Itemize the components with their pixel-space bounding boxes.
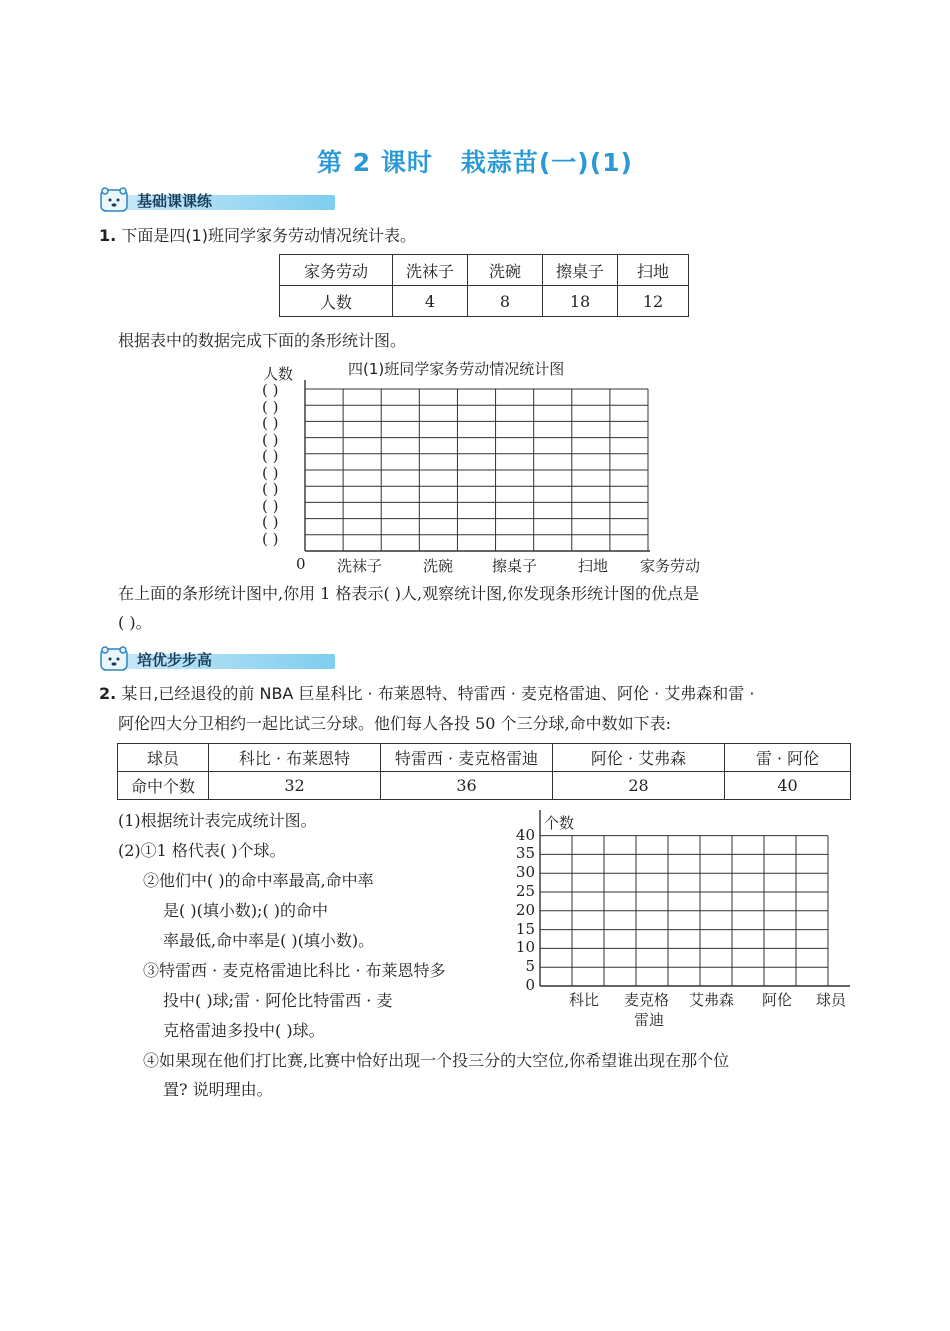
q1-instruction: 根据表中的数据完成下面的条形统计图。 <box>118 331 407 350</box>
q1-blank-tick[interactable]: ( ) <box>262 430 279 449</box>
q2-chart-ylabel: 个数 <box>544 814 575 832</box>
q1-number: 1. <box>99 226 117 245</box>
q2-prompt-text: 某日,已经退役的前 NBA 巨星科比 · 布莱恩特、特雷西 · 麦克格雷迪、阿伦 · 艾弗森和雷 · <box>121 684 755 703</box>
q2-sub2-1: (2)①1 格代表( )个球。 <box>118 841 286 860</box>
table-cell: 扫地 <box>618 255 689 286</box>
table-row <box>280 255 689 286</box>
q2-chart-category: 艾弗森 <box>689 991 735 1009</box>
q1-blank-tick[interactable]: ( ) <box>262 513 279 531</box>
table-cell: 洗袜子 <box>393 255 468 286</box>
table-cell: 36 <box>381 772 553 800</box>
q1-blank-tick[interactable]: ( ) <box>262 463 279 482</box>
section-label: 基础课课练 <box>137 192 213 210</box>
q2-sub2-3c: 克格雷迪多投中( )球。 <box>163 1021 325 1040</box>
q1-chart-grid <box>300 380 652 556</box>
table-row <box>280 286 689 317</box>
q2-ytick-label: 40 <box>515 825 535 844</box>
q2-sub2-4a: ④如果现在他们打比赛,比赛中恰好出现一个投三分的大空位,你希望谁出现在那个位 <box>143 1051 730 1070</box>
q1-table <box>279 254 689 317</box>
q2-ytick-label: 25 <box>515 882 535 900</box>
q2-chart-category: 科比 <box>569 991 600 1009</box>
table-cell: 家务劳动 <box>280 255 393 286</box>
q1-blank-tick[interactable]: ( ) <box>262 447 279 465</box>
q2-ytick-label: 5 <box>525 957 535 976</box>
table-cell: 人数 <box>280 286 393 317</box>
q1-chart-category: 扫地 <box>578 557 609 575</box>
q2-ytick-label: 35 <box>515 844 535 863</box>
q1-chart-title: 四(1)班同学家务劳动情况统计图 <box>348 360 565 378</box>
q2-ytick-label: 15 <box>515 919 535 938</box>
table-cell: 12 <box>618 286 689 317</box>
q2-chart-category: 阿伦 <box>762 991 793 1009</box>
table-cell: 洗碗 <box>468 255 543 286</box>
q2-ytick-label: 30 <box>515 863 535 882</box>
q1-chart-category: 洗袜子 <box>337 557 383 575</box>
q2-prompt-line2: 阿伦四大分卫相约一起比试三分球。他们每人各投 50 个三分球,命中数如下表: <box>118 714 672 733</box>
table-cell: 科比 · 布莱恩特 <box>209 744 381 772</box>
q1-chart-xlabel: 家务劳动 <box>640 557 701 575</box>
table-cell: 命中个数 <box>118 772 209 800</box>
section-badge-advanced <box>99 646 339 672</box>
q2-sub2-3b: 投中( )球;雷 · 阿伦比特雷西 · 麦 <box>163 991 393 1010</box>
q2-sub1: (1)根据统计表完成统计图。 <box>118 811 317 830</box>
q1-followup-line2: ( )。 <box>118 613 152 632</box>
q2-table <box>117 743 851 800</box>
q2-number: 2. <box>99 684 117 703</box>
table-cell: 8 <box>468 286 543 317</box>
q2-sub2-3a: ③特雷西 · 麦克格雷迪比科比 · 布莱恩特多 <box>143 961 446 980</box>
table-cell: 球员 <box>118 744 209 772</box>
q1-followup-line1: 在上面的条形统计图中,你用 1 格表示( )人,观察统计图,你发现条形统计图的优点是 <box>118 584 700 603</box>
q1-chart-ylabel: 人数 <box>263 365 294 383</box>
table-cell: 4 <box>393 286 468 317</box>
q1-prompt-text: 下面是四(1)班同学家务劳动情况统计表。 <box>121 226 416 245</box>
q2-ytick-label: 0 <box>525 976 535 994</box>
page-title <box>0 143 950 179</box>
title-topic: 栽蒜苗(一)(1) <box>460 148 633 177</box>
table-row <box>118 772 851 800</box>
q2-sub2-2a: ②他们中( )的命中率最高,命中率 <box>143 871 374 890</box>
table-cell: 32 <box>209 772 381 800</box>
table-cell: 特雷西 · 麦克格雷迪 <box>381 744 553 772</box>
q2-sub2-4b: 置? 说明理由。 <box>163 1080 273 1099</box>
q2-prompt-line1 <box>99 679 754 709</box>
q1-blank-tick[interactable]: ( ) <box>262 381 279 399</box>
bear-icon <box>99 187 129 213</box>
q2-chart-category: 麦克格 <box>624 991 670 1009</box>
q1-chart-origin: 0 <box>296 555 306 573</box>
q1-blank-tick[interactable]: ( ) <box>262 480 279 498</box>
q1-blank-tick[interactable]: ( ) <box>262 414 279 432</box>
q2-chart-xlabel: 球员 <box>816 991 847 1009</box>
q1-chart-category: 擦桌子 <box>492 557 538 575</box>
q1-chart-category: 洗碗 <box>423 557 454 575</box>
q1-blank-tick[interactable]: ( ) <box>262 496 279 515</box>
table-cell: 雷 · 阿伦 <box>725 744 851 772</box>
section-label: 培优步步高 <box>137 651 213 669</box>
q2-chart <box>508 806 853 1036</box>
title-lesson: 第 2 课时 <box>317 148 433 177</box>
q2-ytick-label: 20 <box>515 900 535 919</box>
q1-blank-tick[interactable]: ( ) <box>262 397 279 416</box>
table-cell: 28 <box>553 772 725 800</box>
bear-icon <box>99 646 129 672</box>
section-badge-basic <box>99 187 339 213</box>
q2-chart-category-line2: 雷迪 <box>634 1011 665 1029</box>
table-cell: 擦桌子 <box>543 255 618 286</box>
table-row <box>118 744 851 772</box>
q1-blank-tick[interactable]: ( ) <box>262 529 279 548</box>
q1-yaxis-blank-ticks <box>262 382 302 547</box>
table-cell: 40 <box>725 772 851 800</box>
q1-prompt <box>99 221 416 251</box>
table-cell: 阿伦 · 艾弗森 <box>553 744 725 772</box>
table-cell: 18 <box>543 286 618 317</box>
q2-sub2-2c: 率最低,命中率是( )(填小数)。 <box>163 931 375 950</box>
q2-sub2-2b: 是( )(填小数);( )的命中 <box>163 901 329 920</box>
q2-ytick-label: 10 <box>515 938 535 957</box>
